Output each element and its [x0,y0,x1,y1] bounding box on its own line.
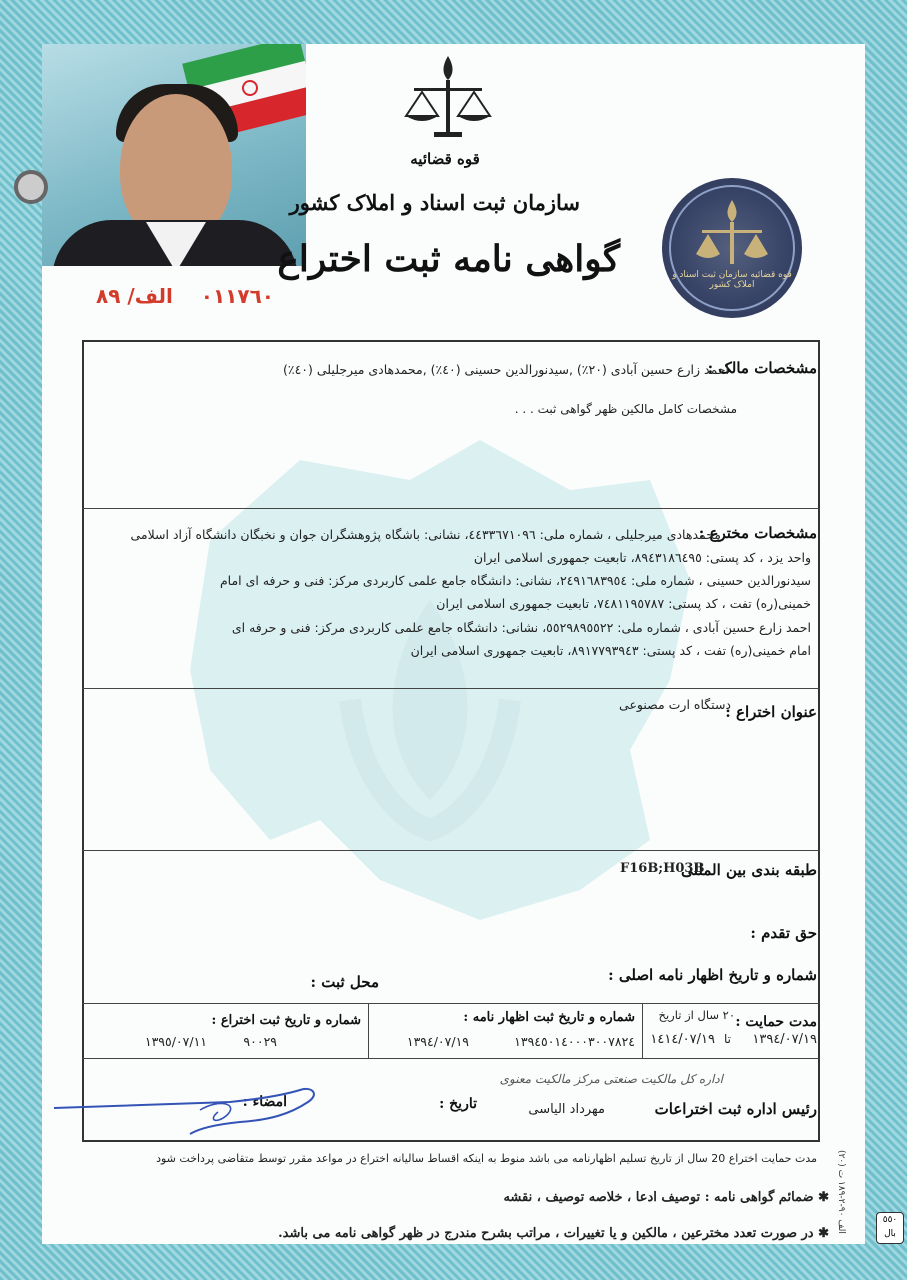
serial-series: الف/ ٨٩ [96,284,173,308]
divider [82,1058,820,1059]
registration-date: ١٣٩٥/٠٧/١١ [144,1034,207,1049]
seal-text: قوه قضائیه سازمان ثبت اسناد و املاک کشور [672,270,792,290]
office-stamp: اداره کل مالکیت صنعتی مرکز مالکیت معنوی [499,1072,723,1086]
form-code: (٢٠) الف ٩٠-٢-١٨٩ ت [836,1150,846,1234]
declaration-number: ١٣٩٤٥٠١٤٠٠٠٣٠٠٧٨٢٤ [514,1034,635,1049]
seal-scales-icon [662,178,802,318]
holder-photo [42,44,306,266]
registration-label: شماره و تاریخ ثبت اختراع : [211,1013,361,1028]
protection-note: مدت حمایت اختراع 20 سال از تاریخ تسلیم اظهارنامه می باشد منوط به اینکه اقساط سالیانه اختراع در مواعد مقرر توسط متقاضی پرداخت شود [156,1152,817,1165]
signature-icon [50,1080,340,1140]
serial-digits: ٠١١٧٦٠ [200,284,274,308]
invention-title-label: عنوان اختراع : [725,703,817,721]
owner-value: احمد زارع حسین آبادی (٢٠٪) ,سیدنورالدین حسینی (٤٠٪) ,محمدهادی میرجلیلی (٤٠٪) [282,362,729,377]
head-name: مهرداد الیاسی [528,1102,605,1117]
divider [82,850,820,851]
sign-label: امضاء : [242,1094,287,1110]
protection-to-prefix: تا [724,1032,731,1046]
star-icon: ✱ [813,1226,829,1241]
judiciary-scales-icon [400,52,496,144]
judiciary-label: قوه قضائیه [410,150,480,168]
changes-note: ✱ در صورت تعدد مخترعین ، مالکین و یا تغییرات ، مراتب بشرح مندرج در ظهر گواهی نامه می باشد. [278,1226,829,1241]
inventor-line: سیدنورالدین حسینی ، شماره ملی: ٢٤٩١٦٨٣٩٥٤، نشانی: دانشگاه جامع علمی کاربردی مرکز: فنی و حرفه ای امام [219,573,811,588]
divider [82,688,820,689]
divider [82,1003,820,1004]
inventor-line: خمینی(ره) تفت ، کد پستی: ٧٤٨١١٩٥٧٨٧، تابعیت جمهوری اسلامی ایران [436,596,811,611]
inventor-line: احمد زارع حسین آبادی ، شماره ملی: ٥٥٢٩٨٩٥٥٢٢، نشانی: دانشگاه جامع علمی کاربردی مرکز: فنی و حرفه ای [231,620,811,635]
inventor-line: امام خمینی(ره) تفت ، کد پستی: ٨٩١٧٧٩٣٩٤٣، تابعیت جمهوری اسلامی ایران [410,643,811,658]
head-title: رئیس اداره ثبت اختراعات [654,1100,817,1118]
owner-label: مشخصات مالک : [707,359,817,377]
date-label: تاریخ : [439,1096,477,1112]
protection-to: ١٤١٤/٠٧/١٩ [650,1032,715,1047]
inventor-line: واحد یزد ، کد پستی: ٨٩٤٣١٨٦٤٩٥، تابعیت جمهوری اسلامی ایران [473,550,811,565]
form-badge: ٥٥٠ بال [876,1212,904,1244]
protection-label: مدت حمایت : [735,1014,817,1030]
organization-name: سازمان ثبت اسناد و املاک کشور [289,190,580,215]
certificate-title: گواهی نامه ثبت اختراع [277,238,620,280]
classification-value: F16B;H03B [620,861,705,876]
owner-note: مشخصات کامل مالکین ظهر گواهی ثبت . . . [514,402,737,416]
classification-label: طبقه بندی بین المللی [680,861,817,879]
protection-from: ١٣٩٤/٠٧/١٩ [752,1032,817,1047]
main-declaration-label: شماره و تاریخ اظهار نامه اصلی : [608,966,817,984]
protection-years: ٢٠ سال از تاریخ [658,1008,735,1022]
inventor-line: محمدهادی میرجلیلی ، شماره ملی: ٤٤٣٣٦٧١٠٩٦، نشانی: باشگاه پژوهشگران جوان و نخبگان دانشگاه آزاد اسلامی [130,527,721,542]
registration-number: ٩٠٠٢٩ [243,1034,277,1049]
priority-label: حق تقدم : [750,924,817,942]
serial-number [96,284,274,308]
grommet [14,170,48,204]
declaration-date: ١٣٩٤/٠٧/١٩ [406,1034,469,1049]
inventors-label: مشخصات مخترع : [698,524,817,542]
divider [368,1003,369,1058]
attachments-note: ✱ ضمائم گواهی نامه : توصیف ادعا ، خلاصه توصیف ، نقشه [503,1190,829,1205]
invention-title-value: دستگاه ارت مصنوعی [619,697,731,712]
divider [642,1003,643,1058]
registration-place-label: محل ثبت : [310,973,379,991]
divider [82,508,820,509]
hologram-seal [662,178,802,318]
star-icon: ✱ [813,1190,829,1205]
declaration-label: شماره و تاریخ ثبت اظهار نامه : [463,1010,635,1025]
